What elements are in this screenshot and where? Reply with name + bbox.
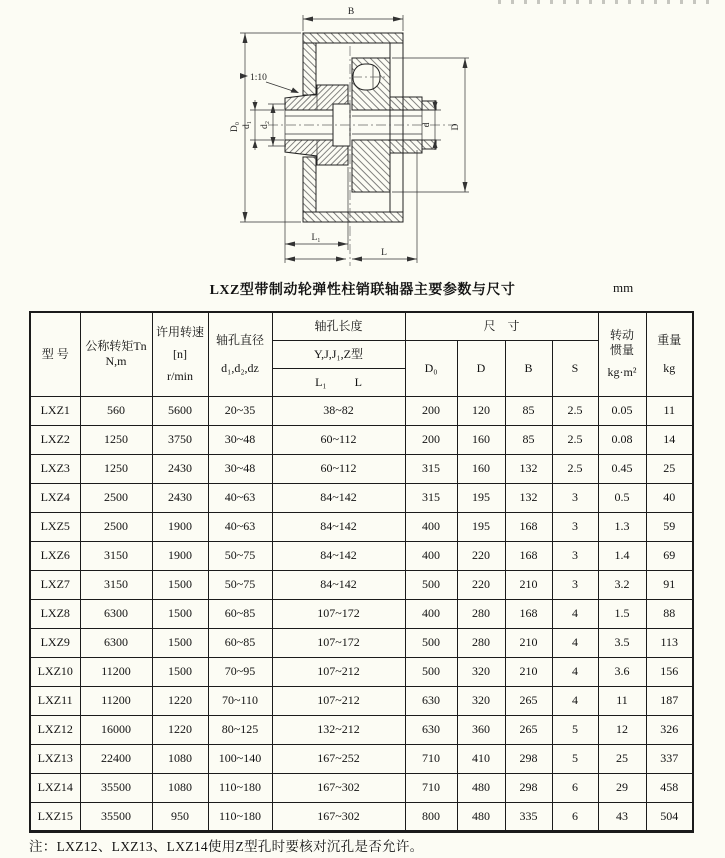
cell: 1900 bbox=[152, 541, 208, 570]
cell: 280 bbox=[457, 599, 505, 628]
cell: 1080 bbox=[152, 773, 208, 802]
cell: 220 bbox=[457, 570, 505, 599]
cell: 1.4 bbox=[598, 541, 646, 570]
cell: 11200 bbox=[80, 657, 152, 686]
cell: 69 bbox=[646, 541, 693, 570]
cell: 2.5 bbox=[552, 396, 598, 425]
cell: LXZ8 bbox=[30, 599, 80, 628]
cell: 30~48 bbox=[208, 425, 272, 454]
cell: 22400 bbox=[80, 744, 152, 773]
dimension-label-d0: D₀ bbox=[230, 121, 240, 133]
cell: 3 bbox=[552, 483, 598, 512]
header-bore-length: 轴孔长度 bbox=[272, 312, 405, 340]
cell: 195 bbox=[457, 483, 505, 512]
cell: 480 bbox=[457, 773, 505, 802]
cell: 107~172 bbox=[272, 599, 405, 628]
table-body bbox=[30, 396, 693, 831]
dimension-label-b: B bbox=[347, 7, 355, 17]
cell: 560 bbox=[80, 396, 152, 425]
header-dim-d0: D₀ bbox=[405, 340, 457, 396]
cell: 132 bbox=[505, 454, 552, 483]
cell: 400 bbox=[405, 512, 457, 541]
cell: 14 bbox=[646, 425, 693, 454]
cell: 20~35 bbox=[208, 396, 272, 425]
table-row bbox=[30, 512, 693, 541]
table-row bbox=[30, 715, 693, 744]
dimension-label-d1: d₁ bbox=[242, 120, 252, 130]
cell: 200 bbox=[405, 425, 457, 454]
cell: 326 bbox=[646, 715, 693, 744]
cell: 4 bbox=[552, 599, 598, 628]
cell: 70~110 bbox=[208, 686, 272, 715]
cell: 84~142 bbox=[272, 541, 405, 570]
cell: LXZ3 bbox=[30, 454, 80, 483]
cell: 265 bbox=[505, 715, 552, 744]
cell: 630 bbox=[405, 715, 457, 744]
dimension-label-l: L bbox=[381, 248, 387, 258]
cell: 3.2 bbox=[598, 570, 646, 599]
cell: LXZ11 bbox=[30, 686, 80, 715]
cell: 458 bbox=[646, 773, 693, 802]
cell: 70~95 bbox=[208, 657, 272, 686]
cell: 85 bbox=[505, 425, 552, 454]
cell: 59 bbox=[646, 512, 693, 541]
cell: 85 bbox=[505, 396, 552, 425]
cell: 60~112 bbox=[272, 425, 405, 454]
cell: 298 bbox=[505, 773, 552, 802]
cell: 315 bbox=[405, 454, 457, 483]
taper-note bbox=[240, 73, 299, 93]
cell: 167~252 bbox=[272, 744, 405, 773]
cell: 4 bbox=[552, 686, 598, 715]
cell: 5 bbox=[552, 744, 598, 773]
dimension-label-d: d bbox=[422, 122, 432, 128]
cell: 168 bbox=[505, 599, 552, 628]
cell: 4 bbox=[552, 628, 598, 657]
cell: 6300 bbox=[80, 628, 152, 657]
cell: 2430 bbox=[152, 454, 208, 483]
cell: 43 bbox=[598, 802, 646, 831]
cell: 107~172 bbox=[272, 628, 405, 657]
cell: 0.05 bbox=[598, 396, 646, 425]
cell: 337 bbox=[646, 744, 693, 773]
cell: 480 bbox=[457, 802, 505, 831]
cell: 11200 bbox=[80, 686, 152, 715]
parameters-table bbox=[29, 311, 694, 833]
cell: 200 bbox=[405, 396, 457, 425]
cell: 298 bbox=[505, 744, 552, 773]
cell: LXZ2 bbox=[30, 425, 80, 454]
cell: 113 bbox=[646, 628, 693, 657]
cell: 168 bbox=[505, 512, 552, 541]
cell: 3.5 bbox=[598, 628, 646, 657]
cell: 280 bbox=[457, 628, 505, 657]
cell: 0.45 bbox=[598, 454, 646, 483]
table-row bbox=[30, 454, 693, 483]
table-row bbox=[30, 773, 693, 802]
cell: 110~180 bbox=[208, 802, 272, 831]
cell: 91 bbox=[646, 570, 693, 599]
cell: 500 bbox=[405, 570, 457, 599]
cell: 1500 bbox=[152, 570, 208, 599]
cell: 84~142 bbox=[272, 483, 405, 512]
cell: 132~212 bbox=[272, 715, 405, 744]
cell: 3 bbox=[552, 570, 598, 599]
cell: LXZ10 bbox=[30, 657, 80, 686]
cell: 160 bbox=[457, 454, 505, 483]
cell: 400 bbox=[405, 599, 457, 628]
taper-label: 1:10 bbox=[250, 73, 267, 83]
cell: LXZ9 bbox=[30, 628, 80, 657]
cell: 12 bbox=[598, 715, 646, 744]
cell: 1.3 bbox=[598, 512, 646, 541]
cell: 0.5 bbox=[598, 483, 646, 512]
cell: 335 bbox=[505, 802, 552, 831]
cell: 2430 bbox=[152, 483, 208, 512]
cell: 210 bbox=[505, 628, 552, 657]
cell: 167~302 bbox=[272, 802, 405, 831]
cell: 11 bbox=[646, 396, 693, 425]
cell: 1.5 bbox=[598, 599, 646, 628]
cell: 187 bbox=[646, 686, 693, 715]
cell: 30~48 bbox=[208, 454, 272, 483]
table-row bbox=[30, 483, 693, 512]
cell: 88 bbox=[646, 599, 693, 628]
cell: 1250 bbox=[80, 454, 152, 483]
cell: 410 bbox=[457, 744, 505, 773]
cell: 195 bbox=[457, 512, 505, 541]
header-model: 型 号 bbox=[30, 312, 80, 396]
cell: 500 bbox=[405, 657, 457, 686]
cell: 0.08 bbox=[598, 425, 646, 454]
cell: LXZ5 bbox=[30, 512, 80, 541]
cell: 4 bbox=[552, 657, 598, 686]
cell: 265 bbox=[505, 686, 552, 715]
cell: 210 bbox=[505, 657, 552, 686]
cell: 60~85 bbox=[208, 628, 272, 657]
cell: 84~142 bbox=[272, 512, 405, 541]
cell: 6 bbox=[552, 802, 598, 831]
cell: LXZ1 bbox=[30, 396, 80, 425]
unit-label: mm bbox=[613, 280, 634, 295]
cell: 168 bbox=[505, 541, 552, 570]
cell: 40 bbox=[646, 483, 693, 512]
table-row bbox=[30, 541, 693, 570]
table-row bbox=[30, 628, 693, 657]
cell: 500 bbox=[405, 628, 457, 657]
cell: 6300 bbox=[80, 599, 152, 628]
dimension-b bbox=[303, 7, 403, 31]
cell: 220 bbox=[457, 541, 505, 570]
header-torque: 公称转矩Tn N,m bbox=[80, 312, 152, 396]
cell: LXZ13 bbox=[30, 744, 80, 773]
header-dim-d: D bbox=[457, 340, 505, 396]
cell: 3 bbox=[552, 512, 598, 541]
cell: 29 bbox=[598, 773, 646, 802]
cell: 3750 bbox=[152, 425, 208, 454]
cell: 50~75 bbox=[208, 541, 272, 570]
cell: 35500 bbox=[80, 773, 152, 802]
cell: 3 bbox=[552, 541, 598, 570]
table-row bbox=[30, 396, 693, 425]
cell: 160 bbox=[457, 425, 505, 454]
cell: 210 bbox=[505, 570, 552, 599]
cell: 100~140 bbox=[208, 744, 272, 773]
cell: 800 bbox=[405, 802, 457, 831]
cell: 710 bbox=[405, 744, 457, 773]
cell: LXZ6 bbox=[30, 541, 80, 570]
cell: 2500 bbox=[80, 512, 152, 541]
header-speed: 许用转速 [n] r/min bbox=[152, 312, 208, 396]
dimension-label-d-outer: D bbox=[451, 123, 461, 131]
dimension-label-l1: L₁ bbox=[311, 233, 321, 243]
header-bore-length-types: Y,J,J₁,Z型 bbox=[272, 340, 405, 368]
cell: 1900 bbox=[152, 512, 208, 541]
header-bore-diameter: 轴孔直径 d₁,d₂,dz bbox=[208, 312, 272, 396]
cell: 2.5 bbox=[552, 425, 598, 454]
table-row bbox=[30, 802, 693, 831]
cell: 25 bbox=[646, 454, 693, 483]
cell: 950 bbox=[152, 802, 208, 831]
cell: 25 bbox=[598, 744, 646, 773]
cell: 16000 bbox=[80, 715, 152, 744]
cell: 50~75 bbox=[208, 570, 272, 599]
table-row bbox=[30, 425, 693, 454]
dimension-label-d2: d₂ bbox=[260, 120, 270, 130]
cell: 1080 bbox=[152, 744, 208, 773]
cell: 60~112 bbox=[272, 454, 405, 483]
cell: 1220 bbox=[152, 715, 208, 744]
table-row bbox=[30, 686, 693, 715]
cell: LXZ14 bbox=[30, 773, 80, 802]
cell: 320 bbox=[457, 686, 505, 715]
cell: 630 bbox=[405, 686, 457, 715]
cell: 1250 bbox=[80, 425, 152, 454]
cell: 167~302 bbox=[272, 773, 405, 802]
cell: 710 bbox=[405, 773, 457, 802]
cell: 80~125 bbox=[208, 715, 272, 744]
cell: 110~180 bbox=[208, 773, 272, 802]
table-row bbox=[30, 657, 693, 686]
cell: 400 bbox=[405, 541, 457, 570]
table-row bbox=[30, 570, 693, 599]
cell: 3150 bbox=[80, 541, 152, 570]
cell: 11 bbox=[598, 686, 646, 715]
cell: 38~82 bbox=[272, 396, 405, 425]
cell: 156 bbox=[646, 657, 693, 686]
header-weight: 重量 kg bbox=[646, 312, 693, 396]
cell: 60~85 bbox=[208, 599, 272, 628]
header-dim-b: B bbox=[505, 340, 552, 396]
cell: 320 bbox=[457, 657, 505, 686]
cell: LXZ4 bbox=[30, 483, 80, 512]
table-title: LXZ型带制动轮弹性柱销联轴器主要参数与尺寸 bbox=[209, 283, 516, 298]
cell: 35500 bbox=[80, 802, 152, 831]
cell: 107~212 bbox=[272, 657, 405, 686]
header-l1-l: L₁ L bbox=[272, 368, 405, 396]
header-dimensions: 尺 寸 bbox=[405, 312, 598, 340]
cell: 107~212 bbox=[272, 686, 405, 715]
cell: 40~63 bbox=[208, 483, 272, 512]
cell: 120 bbox=[457, 396, 505, 425]
header-inertia: 转动 惯量 kg·m² bbox=[598, 312, 646, 396]
cell: 132 bbox=[505, 483, 552, 512]
cell: 84~142 bbox=[272, 570, 405, 599]
coupling-section-drawing bbox=[160, 0, 560, 278]
cell: 504 bbox=[646, 802, 693, 831]
cell: LXZ7 bbox=[30, 570, 80, 599]
table-row bbox=[30, 744, 693, 773]
cell: 40~63 bbox=[208, 512, 272, 541]
cell: 1500 bbox=[152, 628, 208, 657]
cell: 1500 bbox=[152, 657, 208, 686]
table-row bbox=[30, 599, 693, 628]
header-dim-s: S bbox=[552, 340, 598, 396]
cell: 5 bbox=[552, 715, 598, 744]
cell: 2500 bbox=[80, 483, 152, 512]
cell: 1500 bbox=[152, 599, 208, 628]
cell: 3.6 bbox=[598, 657, 646, 686]
cell: 2.5 bbox=[552, 454, 598, 483]
cell: 5600 bbox=[152, 396, 208, 425]
cell: 315 bbox=[405, 483, 457, 512]
footnote: 注：LXZ12、LXZ13、LXZ14使用Z型孔时要核对沉孔是否允许。 bbox=[29, 839, 424, 854]
cell: 3150 bbox=[80, 570, 152, 599]
cell: LXZ15 bbox=[30, 802, 80, 831]
cell: LXZ12 bbox=[30, 715, 80, 744]
cell: 1220 bbox=[152, 686, 208, 715]
cell: 6 bbox=[552, 773, 598, 802]
cell: 360 bbox=[457, 715, 505, 744]
